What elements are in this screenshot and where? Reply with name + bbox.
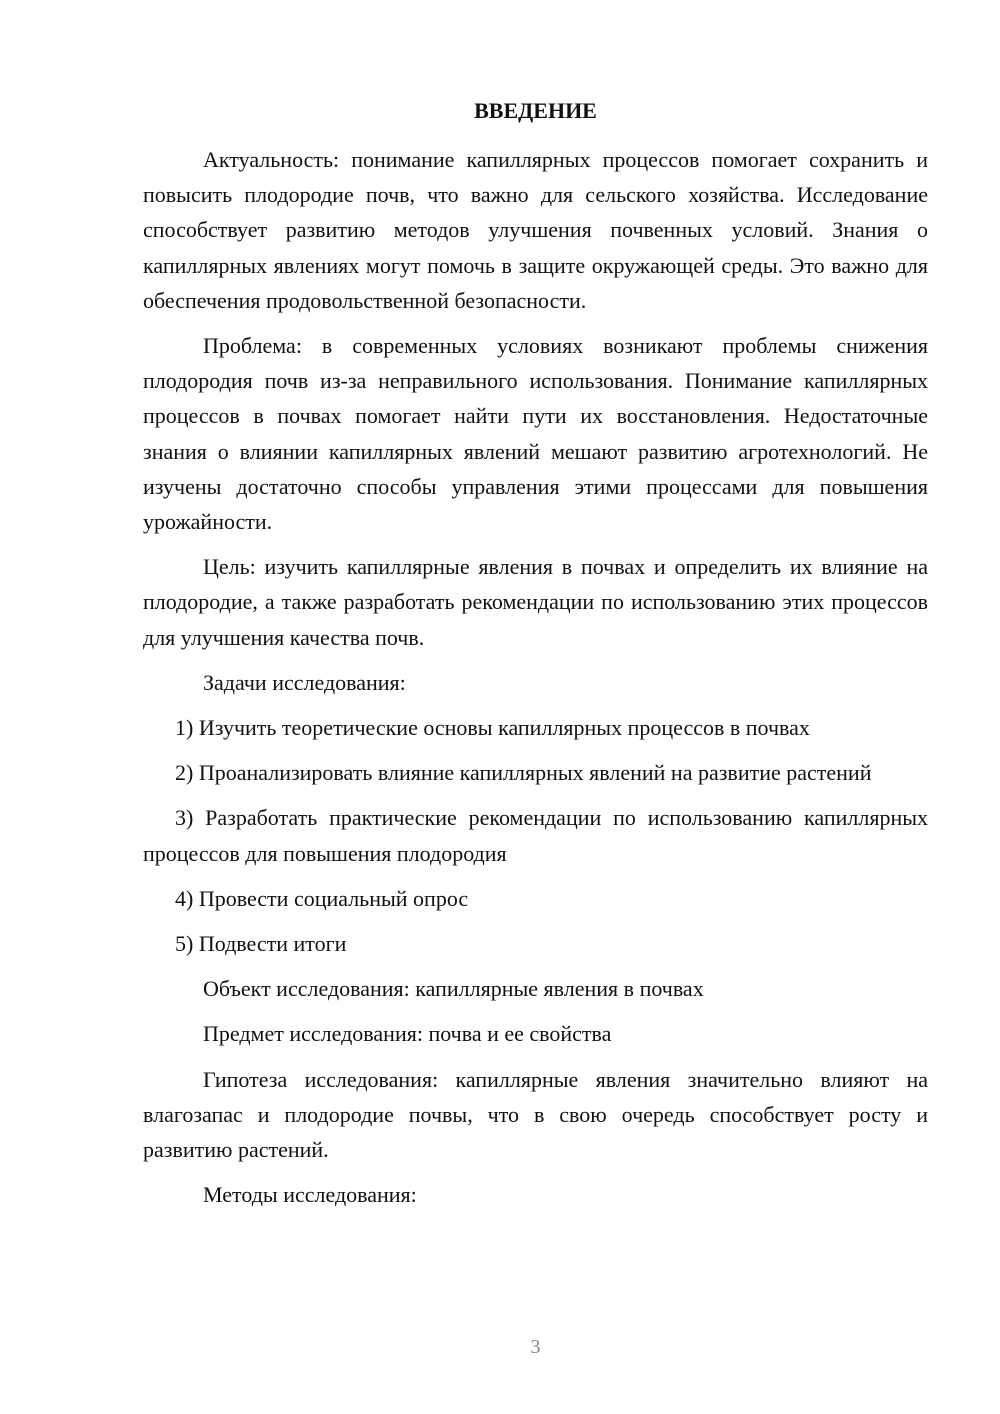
relevance-paragraph: Актуальность: понимание капиллярных процессов помогает сохранить и повысить плодородие почв, что важно для сельского хозяйства. Исследование способствует развитию методов улучшения почвенных условий. Знания о капиллярных явлениях могут помочь в защите окружающей среды. Это важно для обеспечения продовольственной безопасности. — [143, 147, 928, 313]
hypothesis-paragraph: Гипотеза исследования: капиллярные явления значительно влияют на влагозапас и плодородие почвы, что в свою очередь способствует росту и развитию растений. — [143, 1066, 928, 1163]
tasks-heading: Задачи исследования: — [203, 669, 406, 695]
object-paragraph: Объект исследования: капиллярные явления в почвах — [203, 976, 704, 1002]
page-title: ВВЕДЕНИЕ — [474, 98, 597, 123]
page-number: 3 — [530, 1336, 541, 1358]
methods-heading: Методы исследования: — [203, 1182, 417, 1208]
task-item-5: 5) Подвести итоги — [175, 931, 347, 957]
goal-paragraph: Цель: изучить капиллярные явления в почвах и определить их влияние на плодородие, а также разработать рекомендации по использованию этих процессов для улучшения качества почв. — [143, 554, 928, 650]
task-item-2: 2) Проанализировать влияние капиллярных явлений на развитие растений — [175, 760, 872, 786]
subject-paragraph: Предмет исследования: почва и ее свойства — [203, 1021, 612, 1047]
task-item-4: 4) Провести социальный опрос — [175, 885, 469, 911]
problem-paragraph: Проблема: в современных условиях возникают проблемы снижения плодородия почв из-за неправильного использования. Понимание капиллярных процессов в почвах помогает найти пути их восстановления. Недостаточные знания о влиянии капиллярных явлений мешают развитию агротехнологий. Не изучены достаточно способы управления этими процессами для повышения урожайности. — [143, 333, 928, 535]
task-item-3: 3) Разработать практические рекомендации по использованию капиллярных процессов для повышения плодородия — [143, 805, 928, 866]
document-body — [143, 142, 928, 1222]
task-item-1: 1) Изучить теоретические основы капиллярных процессов в почвах — [175, 715, 810, 741]
